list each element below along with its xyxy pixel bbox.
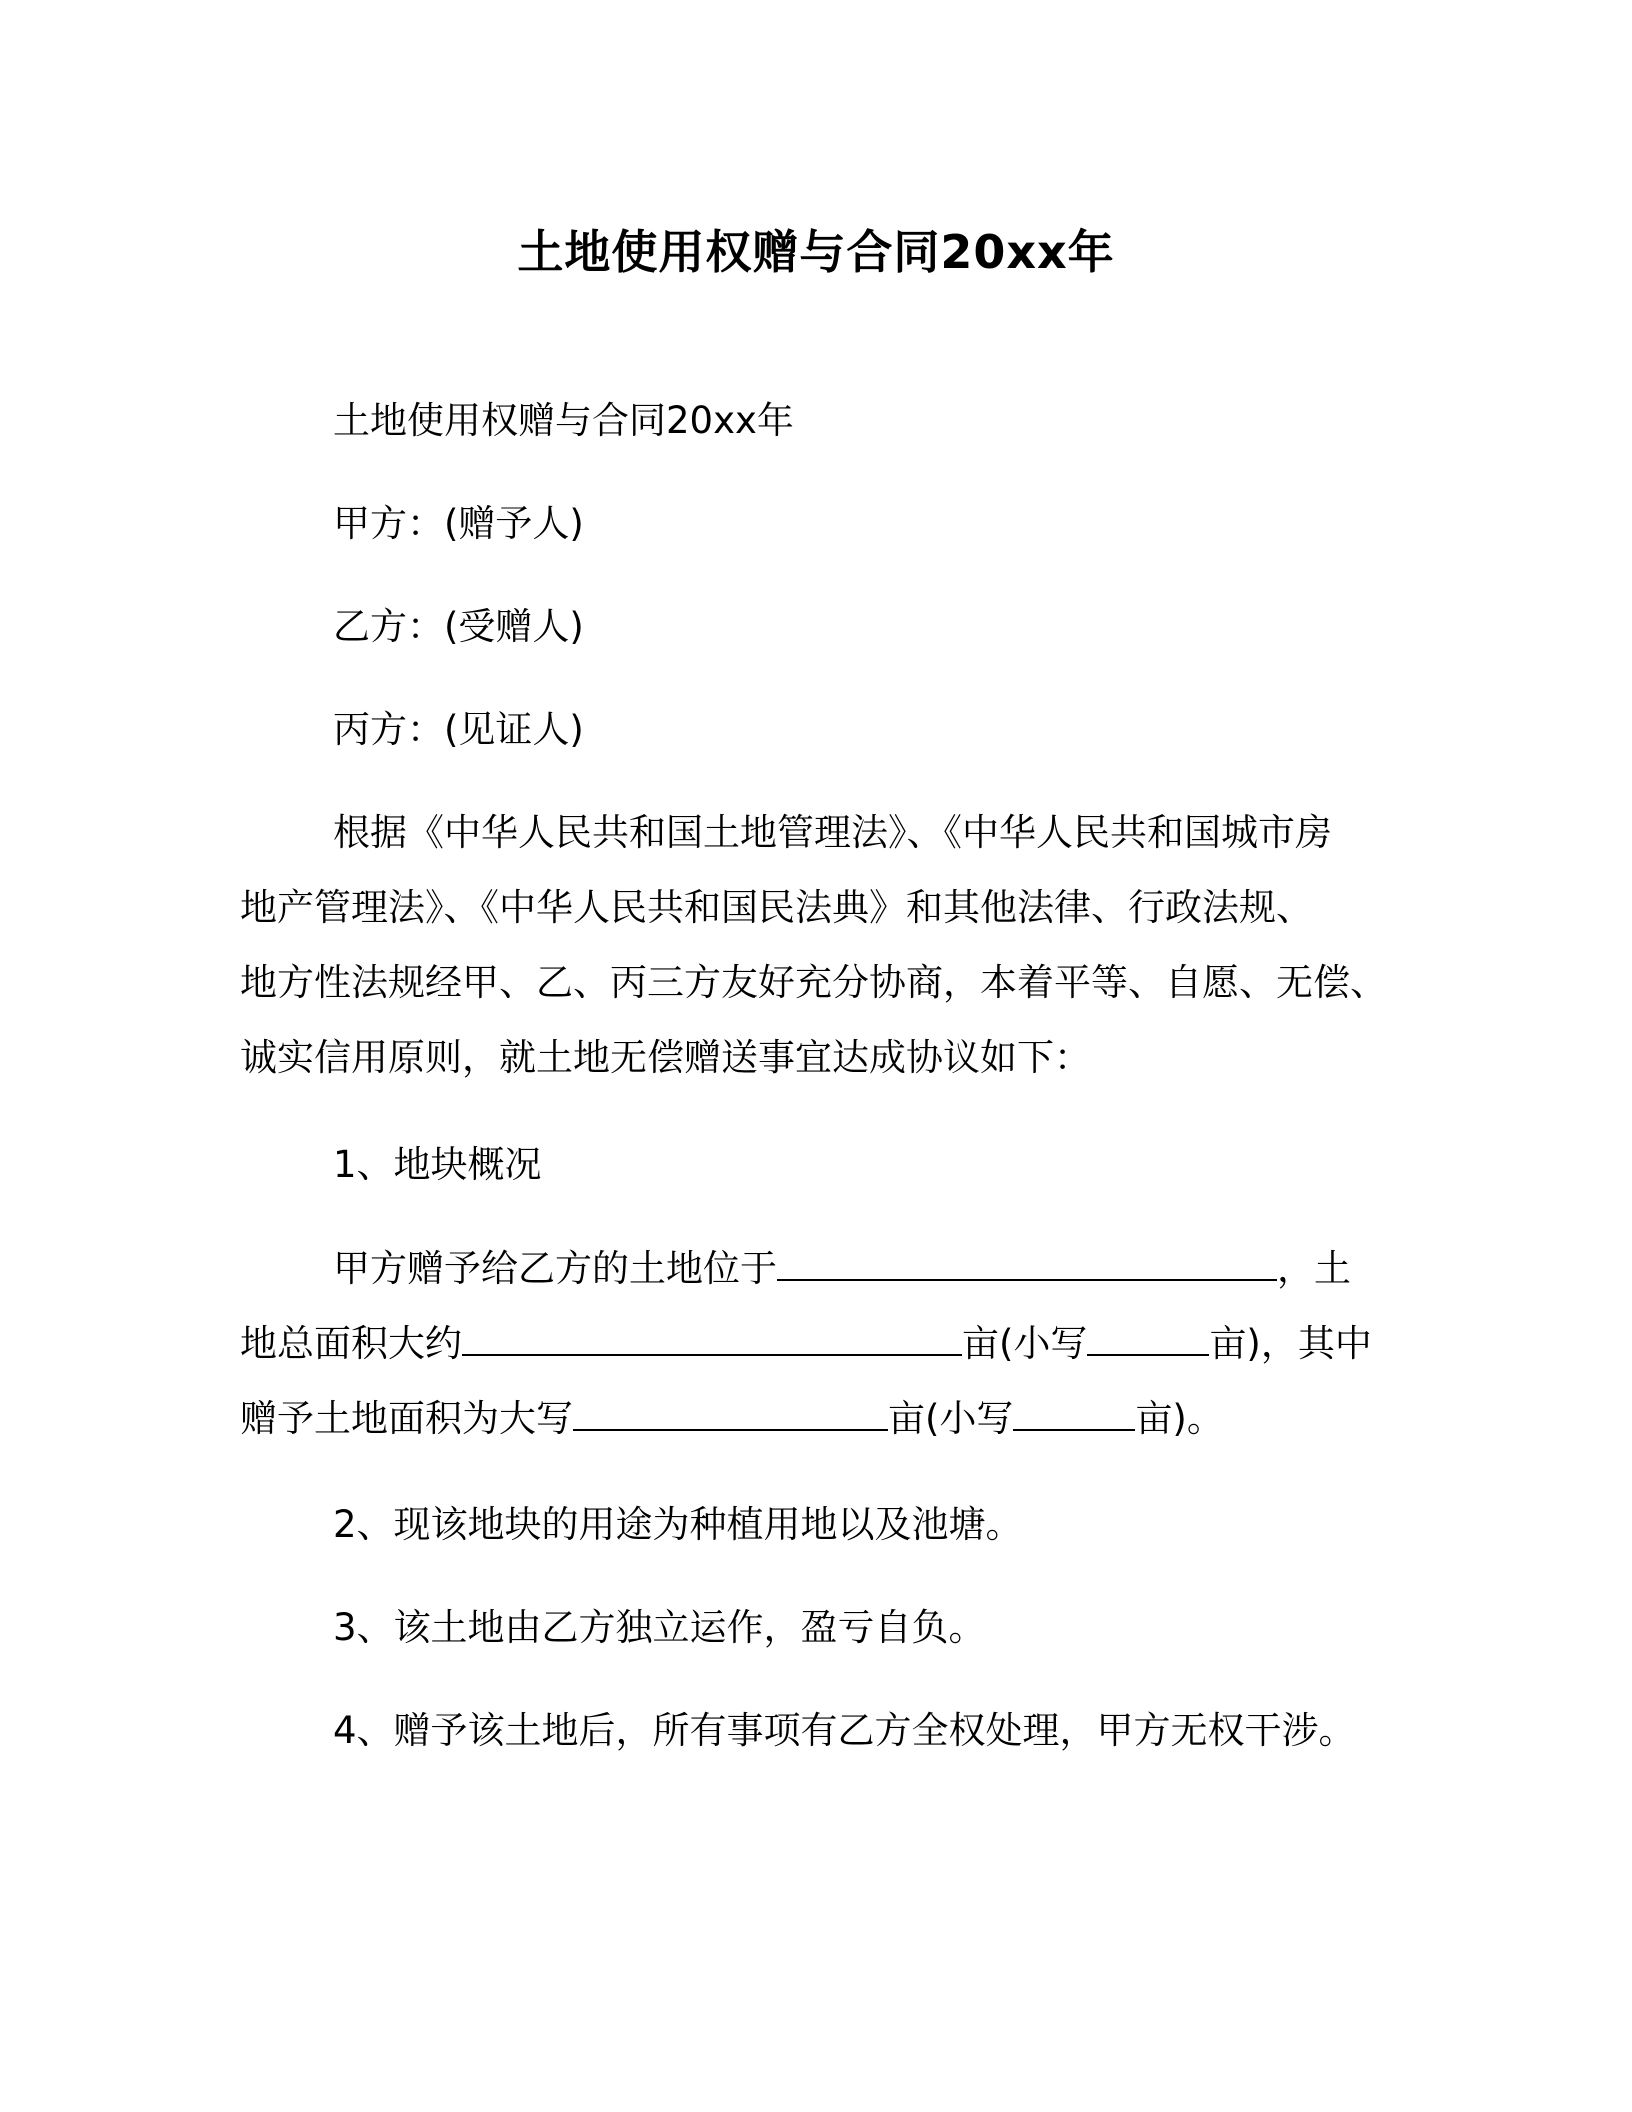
item-4-line: 4、赠予该土地后，所有事项有乙方全权处理，甲方无权干涉。 — [333, 1709, 1356, 1752]
section-1-gift-area-line — [240, 1393, 1224, 1444]
document-subtitle: 土地使用权赠与合同20xx年 — [333, 399, 794, 442]
preamble-line-1: 根据《中华人民共和国土地管理法》、《中华人民共和国城市房 — [333, 811, 1332, 854]
total-area-blank — [462, 1318, 962, 1356]
gift-area-small-blank — [1013, 1393, 1135, 1431]
location-blank — [777, 1243, 1277, 1281]
preamble-line-4: 诚实信用原则，就土地无偿赠送事宜达成协议如下： — [240, 1036, 1091, 1079]
location-label: 甲方赠予给乙方的土地位于 — [333, 1247, 777, 1290]
party-a-line: 甲方：(赠予人) — [333, 502, 584, 545]
gift-area-label: 赠予土地面积为大写 — [240, 1397, 573, 1440]
gift-area-unit: 亩(小写 — [888, 1397, 1014, 1440]
total-area-tail: 亩)，其中 — [1209, 1322, 1372, 1365]
preamble-line-3: 地方性法规经甲、乙、丙三方友好充分协商，本着平等、自愿、无偿、 — [240, 961, 1387, 1004]
section-1-location-line — [333, 1243, 1351, 1294]
location-tail: ，土 — [1277, 1247, 1351, 1290]
total-area-small-blank — [1087, 1318, 1209, 1356]
preamble-line-2: 地产管理法》、《中华人民共和国民法典》和其他法律、行政法规、 — [240, 886, 1313, 929]
party-c-line: 丙方：(见证人) — [333, 708, 584, 751]
item-2-line: 2、现该地块的用途为种植用地以及池塘。 — [333, 1503, 1023, 1546]
document-title: 土地使用权赠与合同20xx年 — [517, 225, 1115, 279]
total-area-label: 地总面积大约 — [240, 1322, 462, 1365]
item-3-line: 3、该土地由乙方独立运作，盈亏自负。 — [333, 1606, 986, 1649]
total-area-unit: 亩(小写 — [962, 1322, 1088, 1365]
section-1-heading: 1、地块概况 — [333, 1143, 542, 1186]
section-1-total-area-line — [240, 1318, 1372, 1369]
party-b-line: 乙方：(受赠人) — [333, 605, 584, 648]
gift-area-tail: 亩)。 — [1135, 1397, 1224, 1440]
gift-area-blank — [573, 1393, 888, 1431]
